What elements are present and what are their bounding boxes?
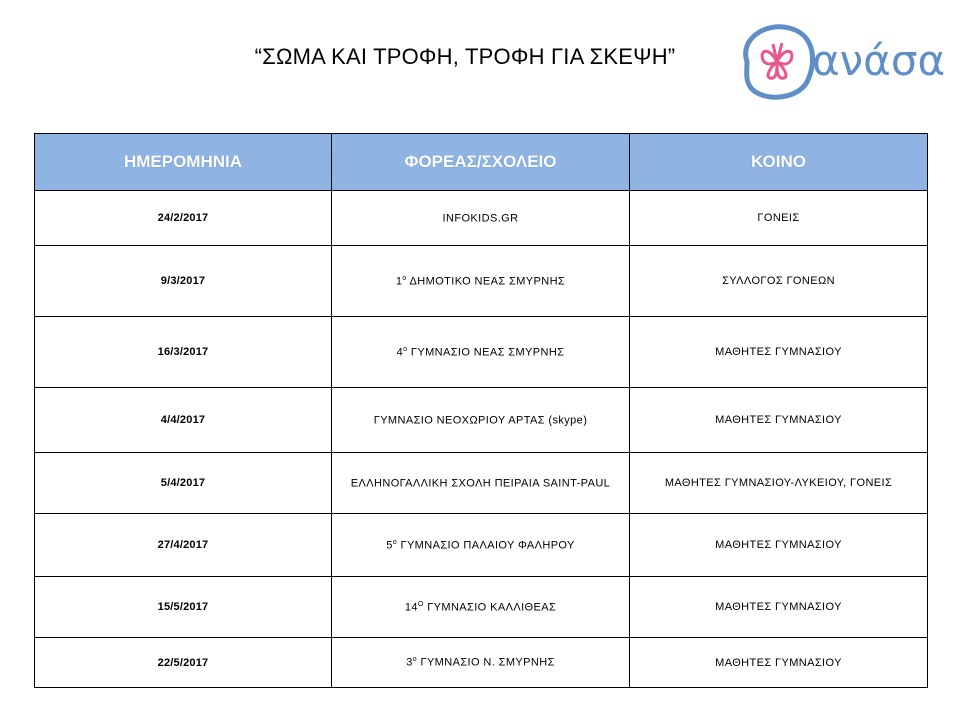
cell-date: 15/5/2017 xyxy=(35,577,332,638)
cell-organization: ΕΛΛΗΝΟΓΑΛΛΙΚΗ ΣΧΟΛΗ ΠΕΙΡΑΙΑ SAINT-PAUL xyxy=(332,453,630,514)
butterfly-icon xyxy=(762,43,792,78)
table-row xyxy=(35,317,928,388)
cell-date: 27/4/2017 xyxy=(35,514,332,577)
cell-date: 4/4/2017 xyxy=(35,388,332,453)
cell-date: 5/4/2017 xyxy=(35,453,332,514)
cell-audience: ΜΑΘΗΤΕΣ ΓΥΜΝΑΣΙΟΥ xyxy=(630,388,928,453)
table-header-row xyxy=(35,134,928,191)
cell-organization: $14^O$ ΓΥΜΝΑΣΙΟ ΚΑΛΛΙΘΕΑΣ xyxy=(332,577,630,638)
page-title: “ΣΩΜΑ ΚΑΙ ΤΡΟΦΗ, ΤΡΟΦΗ ΓΙΑ ΣΚΕΨΗ” xyxy=(254,44,676,69)
header-organization: ΦΟΡΕΑΣ/ΣΧΟΛΕΙΟ xyxy=(332,134,630,191)
cell-audience: ΜΑΘΗΤΕΣ ΓΥΜΝΑΣΙΟΥ xyxy=(630,577,928,638)
table-row xyxy=(35,638,928,688)
cell-audience: ΜΑΘΗΤΕΣ ΓΥΜΝΑΣΙΟΥ xyxy=(630,317,928,388)
cell-audience: ΜΑΘΗΤΕΣ ΓΥΜΝΑΣΙΟΥ xyxy=(630,638,928,688)
table-row xyxy=(35,514,928,577)
cell-date: 9/3/2017 xyxy=(35,246,332,317)
cell-organization: $4^o$ ΓΥΜΝΑΣΙΟ ΝΕΑΣ ΣΜΥΡΝΗΣ xyxy=(332,317,630,388)
cell-audience: ΜΑΘΗΤΕΣ ΓΥΜΝΑΣΙΟΥ xyxy=(630,514,928,577)
header-date: ΗΜΕΡΟΜΗΝΙΑ xyxy=(35,134,332,191)
table-row xyxy=(35,577,928,638)
logo-wordmark: ανάσα xyxy=(812,36,946,85)
cell-audience: ΜΑΘΗΤΕΣ ΓΥΜΝΑΣΙΟΥ-ΛΥΚΕΙΟΥ, ΓΟΝΕΙΣ xyxy=(630,453,928,514)
table-row xyxy=(35,246,928,317)
cell-organization: $5^o$ ΓΥΜΝΑΣΙΟ ΠΑΛΑΙΟΥ ΦΑΛΗΡΟΥ xyxy=(332,514,630,577)
table-row xyxy=(35,388,928,453)
cell-date: 16/3/2017 xyxy=(35,317,332,388)
table-row xyxy=(35,453,928,514)
table-row xyxy=(35,191,928,246)
cell-audience: ΣΥΛΛΟΓΟΣ ΓΟΝΕΩΝ xyxy=(630,246,928,317)
cell-audience: ΓΟΝΕΙΣ xyxy=(630,191,928,246)
cell-date: 22/5/2017 xyxy=(35,638,332,688)
events-table xyxy=(34,133,928,688)
header-audience: ΚΟΙΝΟ xyxy=(630,134,928,191)
cell-date: 24/2/2017 xyxy=(35,191,332,246)
cell-organization: $3^o$ ΓΥΜΝΑΣΙΟ Ν. ΣΜΥΡΝΗΣ xyxy=(332,638,630,688)
cell-organization: ΓΥΜΝΑΣΙΟ ΝΕΟΧΩΡΙΟΥ ΑΡΤΑΣ (skype) xyxy=(332,388,630,453)
cell-organization: INFOKIDS.GR xyxy=(332,191,630,246)
cell-organization: $1^o$ ΔΗΜΟΤΙΚΟ ΝΕΑΣ ΣΜΥΡΝΗΣ xyxy=(332,246,630,317)
